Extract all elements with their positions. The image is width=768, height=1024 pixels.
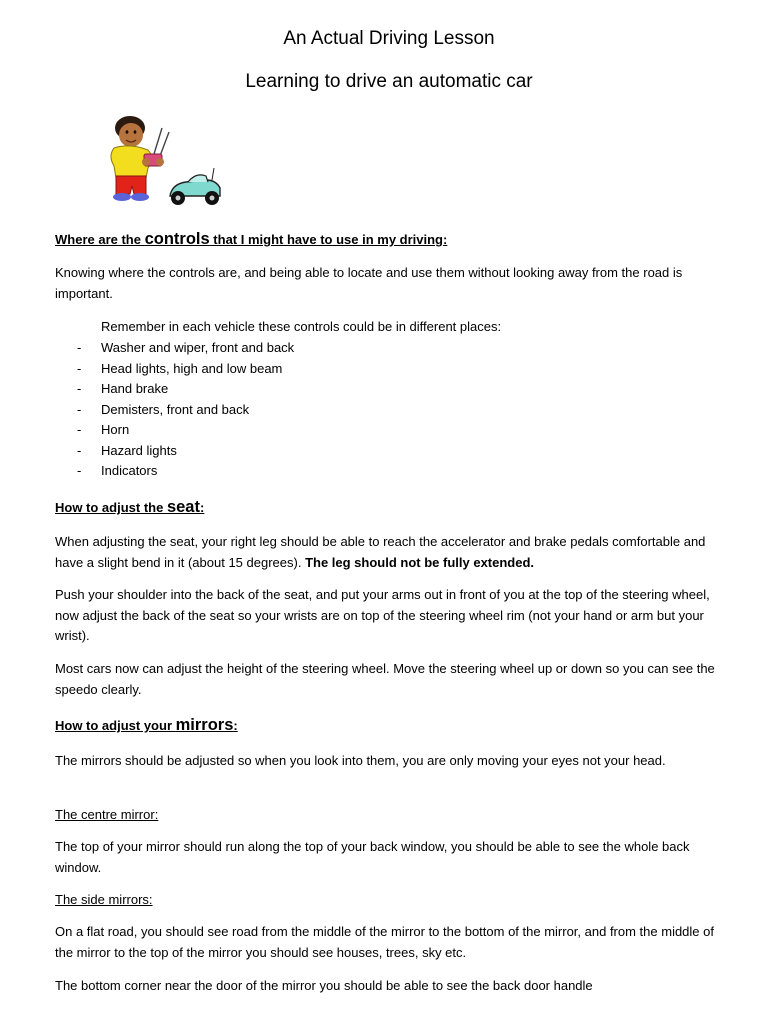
list-bullet: -	[77, 463, 82, 478]
list-item	[55, 461, 715, 482]
list-item-text: Hand brake	[101, 381, 169, 396]
document-title: An Actual Driving Lesson	[283, 28, 495, 49]
list-item-text: Indicators	[101, 463, 158, 478]
side-mirrors-heading: The side mirrors:	[55, 892, 153, 907]
list-bullet: -	[77, 360, 82, 376]
controls-heading: Where are the controls that I might have to use in my driving:	[55, 230, 448, 248]
centre-mirror-heading: The centre mirror:	[55, 807, 159, 822]
list-item	[55, 441, 715, 462]
side-mirrors-text: On a flat road, you should see road from the middle of the mirror to the bottom of the mirror, and from the middle of the mirror to the top of the mirror you should see houses, trees, sky etc.	[55, 924, 714, 960]
controls-intro: Knowing where the controls are, and being able to locate and use them without looking away from the road is important.	[55, 265, 683, 301]
list-bullet: -	[77, 401, 82, 417]
child-with-rc-car-clipart	[102, 110, 228, 210]
list-item-text: Head lights, high and low beam	[101, 360, 283, 376]
list-bullet: -	[77, 340, 82, 355]
mirrors-heading: How to adjust your mirrors:	[55, 716, 238, 734]
list-item	[55, 338, 715, 359]
controls-list	[55, 338, 715, 482]
mirrors-paragraph: The mirrors should be adjusted so when you look into them, you are only moving your eyes not your head.	[55, 753, 666, 768]
list-item-text: Demisters, front and back	[101, 401, 250, 417]
list-item	[55, 400, 715, 421]
list-bullet: -	[77, 422, 82, 437]
list-item-text: Washer and wiper, front and back	[101, 340, 295, 355]
list-item-text: Horn	[101, 422, 130, 437]
list-item-text: Hazard lights	[101, 442, 177, 458]
list-item	[55, 359, 715, 380]
controls-remember-note: Remember in each vehicle these controls could be in different places:	[101, 319, 502, 334]
seat-paragraph-1: When adjusting the seat, your right leg should be able to reach the accelerator and brake pedals comfortable and have a slight bend in it (about 15 degrees). The leg should not be fully extended.	[55, 534, 706, 570]
mirror-corner-text: The bottom corner near the door of the mirror you should be able to see the back door handle	[55, 978, 593, 993]
seat-heading: How to adjust the seat:	[55, 498, 205, 516]
seat-paragraph-3: Most cars now can adjust the height of the steering wheel. Move the steering wheel up or down so you can see the speedo clearly.	[55, 661, 715, 697]
seat-warning: The leg should not be fully extended.	[305, 554, 535, 570]
seat-paragraph-2: Push your shoulder into the back of the seat, and put your arms out in front of you at the top of the steering wheel, now adjust the back of the seat so your wrists are on top of the steering wheel rim (not your hand or arm but your wrist).	[55, 587, 710, 643]
list-bullet: -	[77, 442, 82, 458]
list-bullet: -	[77, 381, 82, 396]
list-item	[55, 420, 715, 441]
list-item	[55, 379, 715, 400]
document-subtitle: Learning to drive an automatic car	[245, 71, 533, 92]
centre-mirror-text: The top of your mirror should run along the top of your back window, you should be able to see the whole back window.	[55, 839, 690, 875]
